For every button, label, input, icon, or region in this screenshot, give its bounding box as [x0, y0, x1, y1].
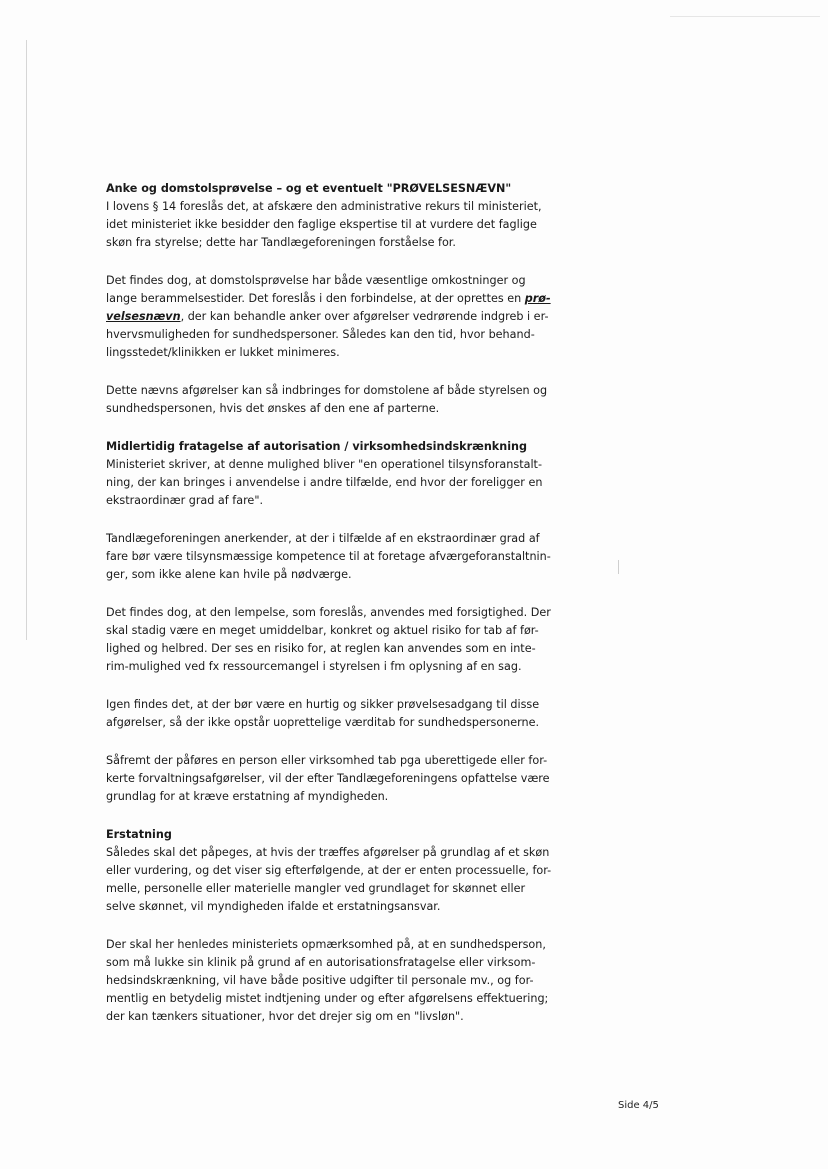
- paragraph: [106, 936, 592, 1026]
- text-line: der kan tænkers situationer, hvor det drejer sig om en "livsløn".: [106, 1010, 464, 1023]
- text-line: Der skal her henledes ministeriets opmærksomhed på, at en sundhedsperson,: [106, 938, 546, 951]
- text-line: lingsstedet/klinikken er lukket minimeres.: [106, 346, 340, 359]
- text-line: ger, som ikke alene kan hvile på nødværge.: [106, 568, 352, 581]
- text-line: [106, 290, 592, 308]
- text-line: I lovens § 14 foreslås det, at afskære den administrative rekurs til ministeriet,: [106, 200, 542, 213]
- text-line: eller vurdering, og det viser sig efterfølgende, at der er enten processuelle, for-: [106, 864, 552, 877]
- text-fragment: lange berammelsestider. Det foreslås i den forbindelse, at der oprettes en: [106, 292, 525, 305]
- text-line: grundlag for at kræve erstatning af myndigheden.: [106, 790, 389, 803]
- section-heading: Anke og domstolsprøvelse – og et eventuelt "PRØVELSESNÆVN": [106, 182, 512, 195]
- section-heading: Erstatning: [106, 828, 172, 841]
- text-line: Igen findes det, at der bør være en hurtig og sikker prøvelsesadgang til disse: [106, 698, 540, 711]
- underlined-term: velsesnævn: [106, 310, 181, 323]
- section-anke: [106, 180, 592, 252]
- text-line: idet ministeriet ikke besidder den faglige ekspertise til at vurdere det faglige: [106, 218, 537, 231]
- section-erstatning: [106, 826, 592, 916]
- text-line: ning, der kan bringes i anvendelse i andre tilfælde, end hvor der foreligger en: [106, 476, 543, 489]
- text-line: mentlig en betydelig mistet indtjening under og efter afgørelsens effektuering;: [106, 992, 549, 1005]
- text-line: Såfremt der påføres en person eller virksomhed tab pga uberettigede eller for-: [106, 754, 548, 767]
- paragraph: [106, 752, 592, 806]
- text-line: sundhedspersonen, hvis det ønskes af den ene af parterne.: [106, 402, 440, 415]
- paragraph: [106, 696, 592, 732]
- text-line: Således skal det påpeges, at hvis der træffes afgørelser på grundlag af et skøn: [106, 846, 550, 859]
- text-line: hedsindskrænkning, vil have både positive udgifter til personale mv., og for-: [106, 974, 534, 987]
- paragraph-proevelsesnaevn: [106, 272, 592, 362]
- text-line: Det findes dog, at den lempelse, som foreslås, anvendes med forsigtighed. Der: [106, 606, 551, 619]
- text-line: rim-mulighed ved fx ressourcemangel i styrelsen i fm oplysning af en sag.: [106, 660, 522, 673]
- section-heading: Midlertidig fratagelse af autorisation / virksomhedsindskrænkning: [106, 440, 528, 453]
- text-line: melle, personelle eller materielle mangler ved grundlaget for skønnet eller: [106, 882, 526, 895]
- text-line: ekstraordinær grad af fare".: [106, 494, 264, 507]
- text-line: som må lukke sin klinik på grund af en autorisationsfratagelse eller virksom-: [106, 956, 536, 969]
- scan-mark: [618, 560, 619, 574]
- text-line: [106, 308, 592, 326]
- page-number: Side 4/5: [618, 1100, 659, 1111]
- text-line: skøn fra styrelse; dette har Tandlægeforeningen forståelse for.: [106, 236, 456, 249]
- text-fragment: , der kan behandle anker over afgørelser vedrørende indgreb i er-: [180, 310, 549, 323]
- text-line: selve skønnet, vil myndigheden ifalde et erstatningsansvar.: [106, 900, 441, 913]
- text-line: skal stadig være en meget umiddelbar, konkret og aktuel risiko for tab af før-: [106, 624, 539, 637]
- paragraph: [106, 844, 592, 916]
- paragraph: [106, 456, 592, 510]
- text-line: lighed og helbred. Der ses en risiko for, at reglen kan anvendes som en inte-: [106, 642, 536, 655]
- text-line: Det findes dog, at domstolsprøvelse har både væsentlige omkostninger og: [106, 274, 526, 287]
- underlined-term: prø-: [524, 292, 551, 305]
- text-line: fare bør være tilsynsmæssige kompetence til at foretage afværgeforanstaltnin-: [106, 550, 551, 563]
- text-line: Dette nævns afgørelser kan så indbringes for domstolene af både styrelsen og: [106, 384, 548, 397]
- document-body: [106, 180, 592, 1046]
- paragraph: [106, 382, 592, 418]
- section-midlertidig-fratagelse: [106, 438, 592, 510]
- paragraph: [106, 530, 592, 584]
- text-line: kerte forvaltningsafgørelser, vil der efter Tandlægeforeningens opfattelse være: [106, 772, 550, 785]
- text-line: hvervsmuligheden for sundhedspersoner. Således kan den tid, hvor behand-: [106, 328, 535, 341]
- paragraph: [106, 604, 592, 676]
- paragraph: [106, 198, 592, 252]
- text-line: afgørelser, så der ikke opstår uoprettelige værditab for sundhedspersonerne.: [106, 716, 540, 729]
- scan-edge-line: [26, 40, 27, 640]
- text-line: Ministeriet skriver, at denne mulighed bliver "en operationel tilsynsforanstalt-: [106, 458, 542, 471]
- scan-edge-line-top: [670, 16, 820, 17]
- text-line: Tandlægeforeningen anerkender, at der i tilfælde af en ekstraordinær grad af: [106, 532, 540, 545]
